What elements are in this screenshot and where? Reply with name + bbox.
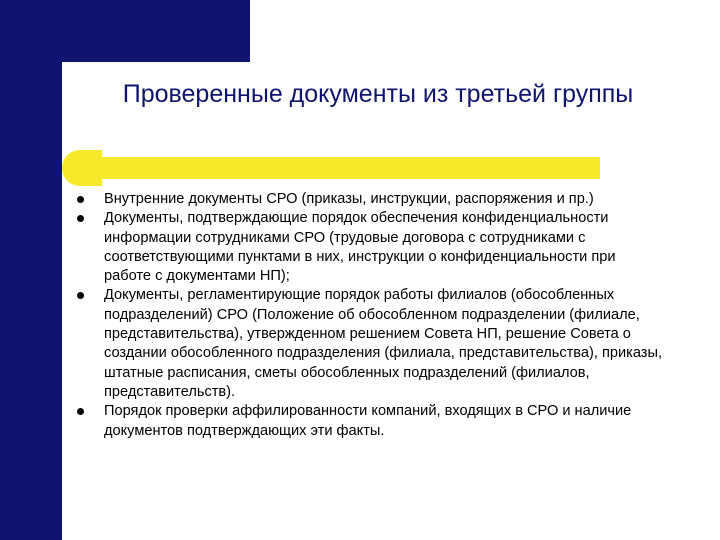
list-item-text: Внутренние документы СРО (приказы, инструкции, распоряжения и пр.)	[104, 191, 594, 207]
bullet-icon	[77, 196, 84, 203]
bullet-icon	[77, 408, 84, 415]
list-item	[74, 209, 664, 286]
list-item-text: Документы, регламентирующие порядок работы филиалов (обособленных подразделений) СРО (Положение об обособленном подразделении (филиале, представительства), утвержденном решением Совета НП, решение Совета о создании обособленного подразделения (филиала, представительства), приказы, штатные расписания, сметы обособленных подразделений (филиалов, представительств).	[104, 287, 663, 400]
yellow-divider-bar	[62, 157, 600, 179]
list-item	[74, 190, 664, 209]
bullet-icon	[77, 292, 84, 299]
slide-title: Проверенные документы из третьей группы	[122, 80, 634, 108]
list-item-text: Порядок проверки аффилированности компаний, входящих в СРО и наличие документов подтверждающих эти факты.	[104, 403, 632, 439]
bullet-icon	[77, 215, 84, 222]
list-item	[74, 286, 664, 402]
navy-decor-left	[0, 0, 62, 540]
list-item-text: Документы, подтверждающие порядок обеспечения конфиденциальности информации сотрудниками СРО (трудовые договора с сотрудниками с соответствующими пунктами в них, инструкции о конфиденциальности при работе с документами НП);	[104, 210, 616, 285]
bullet-list	[74, 190, 664, 441]
list-item	[74, 402, 664, 441]
